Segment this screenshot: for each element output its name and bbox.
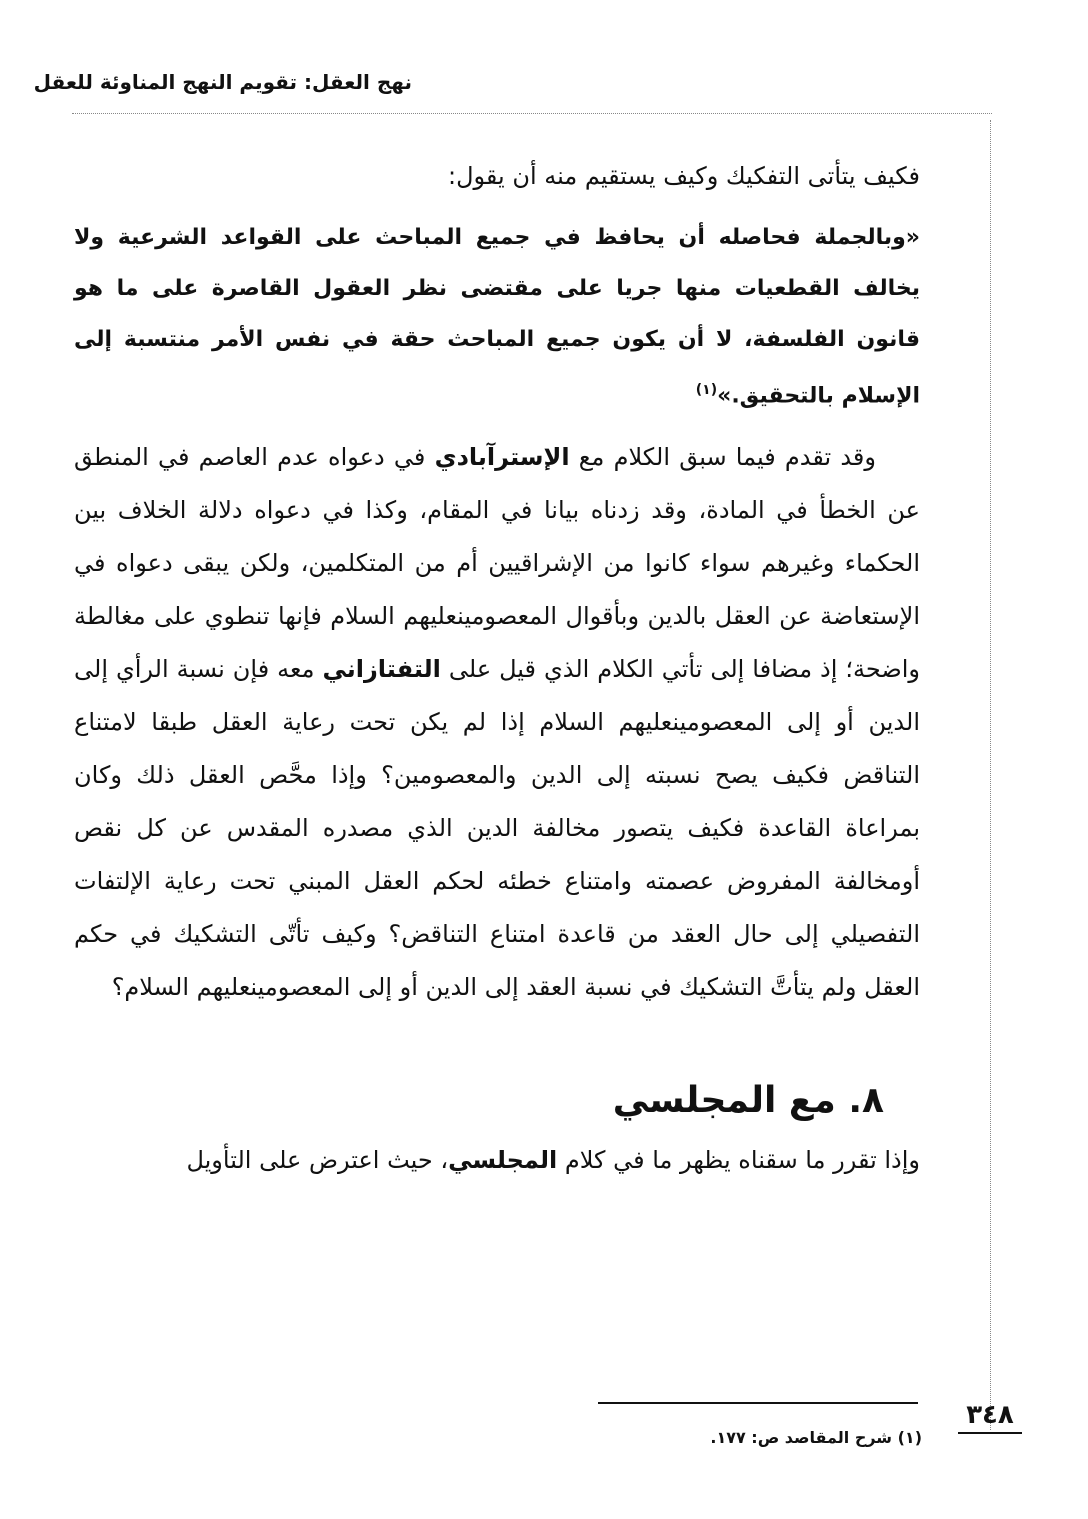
header-divider (72, 113, 992, 114)
main-paragraph (74, 431, 920, 1014)
intro-line: فكيف يتأتى التفكيك وكيف يستقيم منه أن يقول: (447, 162, 920, 190)
paragraph-text-part: ، حيث اعترض على التأويل (186, 1146, 449, 1175)
footnote-divider (598, 1402, 918, 1404)
paragraph-text-part: وقد تقدم فيما سبق الكلام مع (569, 443, 876, 472)
name-taftazani: التفتازاني (322, 655, 441, 684)
quote-text: «وبالجملة فحاصله أن يحافظ في جميع المباحث على القواعد الشرعية ولا يخالف القطعيات منها جريا على مقتضى نظر العقول القاصرة على ما هو قانون الفلسفة، لا أن يكون جميع المباحث حقة في نفس الأمر منتسبة إلى الإسلام بالتحقيق.» (74, 225, 920, 409)
section-paragraph (74, 1134, 920, 1186)
block-quote (74, 212, 920, 421)
paragraph-text-part: وإذا تقرر ما سقناه يظهر ما في كلام (557, 1146, 920, 1175)
running-header-title: نهج العقل: تقويم النهج المناوئة للعقل (33, 70, 412, 94)
footnote: (١) شرح المقاصد ص: ١٧٧. (710, 1428, 922, 1447)
page-number: ٣٤٨ (958, 1400, 1022, 1434)
margin-divider (990, 120, 991, 1430)
name-majlisi: المجلسي (448, 1146, 558, 1175)
section-heading: ٨. مع المجلسي (612, 1080, 884, 1122)
name-astarabadi: الإسترآبادي (434, 443, 570, 472)
paragraph-text-part: في دعواه عدم العاصم في المنطق عن الخطأ في المادة، وقد زدناه بيانا في المقام، وكذا في دعواه دلالة الخلاف بين الحكماء وغيرهم سواء كانوا من الإشراقيين أم من المتكلمين، ولكن يبقى دعواه في الإستعاضة عن العقل بالدين وبأقوال المعصومينعليهم السلام فإنها تنطوي على مغالطة واضحة؛ إذ مضافا إلى تأتي الكلام الذي قيل على (74, 443, 920, 684)
page-body (74, 150, 920, 1186)
paragraph-text-part: معه فإن نسبة الرأي إلى الدين أو إلى المعصومينعليهم السلام إذا لم يكن تحت رعاية العقل طبقا لامتناع التناقض فكيف يصح نسبته إلى الدين والمعصومين؟ وإذا محَّص العقل ذلك وكان بمراعاة القاعدة فكيف يتصور مخالفة الدين الذي مصدره المقدس عن كل نقص أومخالفة المفروض عصمته وامتناع خطئه لحكم العقل المبني تحت رعاية الإلتفات التفصيلي إلى حال العقد من قاعدة امتناع التناقض؟ وكيف تأتّى التشكيك في حكم العقل ولم يتأتَّ التشكيك في نسبة العقد إلى الدين أو إلى المعصومينعليهم السلام؟ (74, 655, 920, 1002)
footnote-reference[interactable]: (١) (695, 382, 718, 398)
